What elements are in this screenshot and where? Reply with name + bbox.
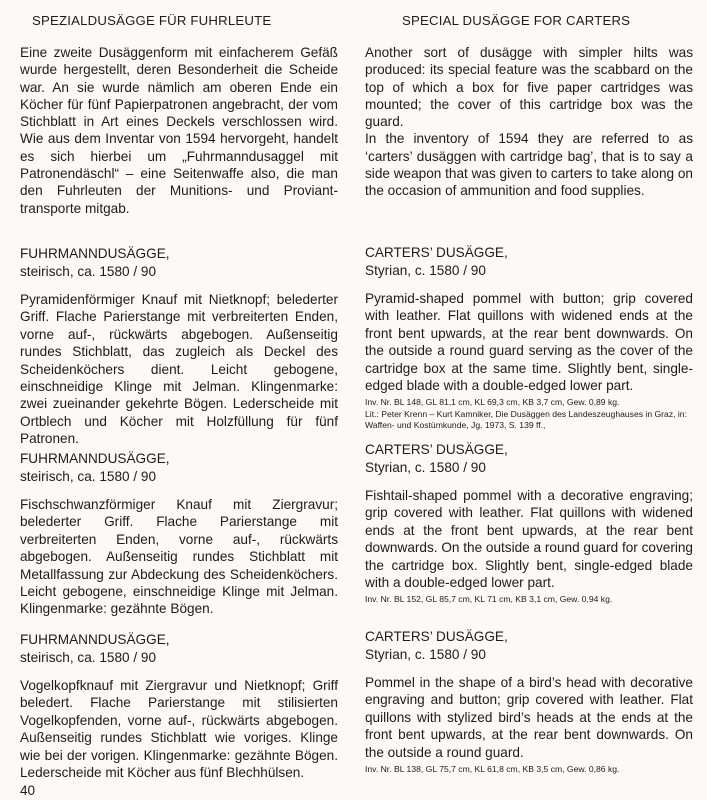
entry-description: Fischschwanzförmiger Knauf mit Ziergravur; belederter Griff. Flache Parierstange mit verbreiterten Enden, vorne auf-, rückwärts abgebogen. Außenseitig rundes Stichblatt mit Metallfassung zur Abdeckung des Scheidenköchers. Leicht gebogene, einschneidige Klinge mit Jelman. Klingenmarke: gezähnte Bögen. (20, 497, 338, 617)
german-intro (20, 44, 338, 217)
entry-subtitle: Styrian, c. 1580 / 90 (365, 646, 486, 662)
entry-literature: Lit.: Peter Krenn – Kurt Kamniker, Die Dusäggen des Landeszeughauses in Graz, in: Waffen- und Kostümkunde, Jg. 1973, S. 139 ff., (365, 409, 687, 431)
german-entry-3 (20, 631, 338, 781)
english-intro-paragraph-1: Another sort of dusägge with simpler hilts was produced: its special feature was the scabbard on the top of which a box for five paper cartridges was mounted; the cover of this cartridge box was the guard. (365, 45, 693, 130)
entry-subtitle: steirisch, ca. 1580 / 90 (20, 468, 157, 484)
english-entry-2 (365, 441, 693, 605)
entry-subtitle: steirisch, ca. 1580 / 90 (20, 263, 157, 279)
page-number: 40 (20, 783, 36, 798)
entry-description: Fishtail-shaped pommel with a decorative engraving; grip covered with leather. Flat quillons with widened ends at the front bent upwards, at the rear bent downwards. On the outside a round guard for covering the cartridge box. Slightly bent, single-edged blade with a double-edged lower part. (365, 488, 693, 591)
english-intro-paragraph-2: In the inventory of 1594 they are referred to as ‘carters’ dusäggen with cartridge bag’, that is to say a side weapon that was given to carters to take along on the occasion of ammunition and food supplies. (365, 131, 693, 199)
entry-subtitle: steirisch, ca. 1580 / 90 (20, 649, 157, 665)
english-entry-3 (365, 628, 693, 775)
german-heading: SPEZIALDUSÄGGE FÜR FUHRLEUTE (32, 13, 272, 28)
entry-title: CARTERS’ DUSÄGGE, (365, 629, 508, 644)
entry-title: FUHRMANNDUSÄGGE, (20, 246, 170, 261)
german-entry-2 (20, 450, 338, 618)
entry-description: Vogelkopfknauf mit Ziergravur und Nietknopf; Griff beledert. Flache Parierstange mit stilisierten Vogelkopfenden, vorne auf-, rückwärts abgebogen. Außenseitig rundes Stichblatt wie voriges. Klinge wie bei der vorigen. Klingenmarke: gezähnte Bögen. Lederscheide mit Köcher aus fünf Blechhülsen. (20, 678, 338, 781)
english-heading: SPECIAL DUSÄGGE FOR CARTERS (402, 13, 631, 28)
entry-inventory: Inv. Nr. BL 138, GL 75,7 cm, KL 61,8 cm, KB 3,5 cm, Gew. 0,86 kg. (365, 764, 620, 775)
entry-description: Pyramid-shaped pommel with button; grip covered with leather. Flat quillons with widened ends at the front bent upwards, at the rear bent downwards. On the outside a round guard serving as the cover of the cartridge box at the same time. Slightly bent, single-edged blade with a double-edged lower part. (365, 291, 693, 394)
entry-title: FUHRMANNDUSÄGGE, (20, 632, 170, 647)
german-entry-1 (20, 245, 338, 448)
entry-inventory: Inv. Nr. BL 148, GL 81,1 cm, KL 69,3 cm, KB 3,7 cm, Gew. 0,89 kg. (365, 397, 620, 408)
entry-description: Pommel in the shape of a bird’s head with decorative engraving and button; grip covered with leather. Flat quillons with stylized bird’s heads at the ends at the front bent upwards, at the rear bent downwards. On the outside a round guard. (365, 675, 693, 760)
entry-title: CARTERS’ DUSÄGGE, (365, 442, 508, 457)
entry-title: FUHRMANNDUSÄGGE, (20, 451, 170, 466)
entry-description: Pyramidenförmiger Knauf mit Nietknopf; belederter Griff. Flache Parierstange mit verbreiterten Enden, vorne auf-, rückwärts abgebogen. Außenseitig rundes Stichblatt, das zugleich als Deckel des Scheidenköchers dient. Leicht gebogene, einschneidige Klinge mit Jelman. Klingenmarke: zwei zueinander gekehrte Bögen. Lederscheide mit Ortblech und Köcher mit Holzfüllung für fünf Patronen. (20, 292, 338, 447)
german-intro-text: Eine zweite Dusäggenform mit einfacherem Gefäß wurde hergestellt, deren Besonderheit die Scheide war. An sie wurde nämlich am oberen Ende ein Köcher für fünf Papierpatronen angebracht, der vom Stichblatt in Art eines Deckels verschlossen wird. Wie aus dem Inventar von 1594 hervorgeht, handelt es sich hierbei um „Fuhrmanndusaggel mit Patronendäschl“ – eine Seitenwaffe also, die man den Fuhrleuten der Munitions- und Provianttransporte mitgab. (20, 45, 338, 216)
entry-subtitle: Styrian, c. 1580 / 90 (365, 459, 486, 475)
entry-inventory: Inv. Nr. BL 152, GL 85,7 cm, KL 71 cm, KB 3,1 cm, Gew. 0,94 kg. (365, 594, 613, 605)
entry-subtitle: Styrian, c. 1580 / 90 (365, 262, 486, 278)
english-entry-1 (365, 244, 693, 431)
english-intro (365, 44, 693, 200)
entry-title: CARTERS’ DUSÄGGE, (365, 245, 508, 260)
